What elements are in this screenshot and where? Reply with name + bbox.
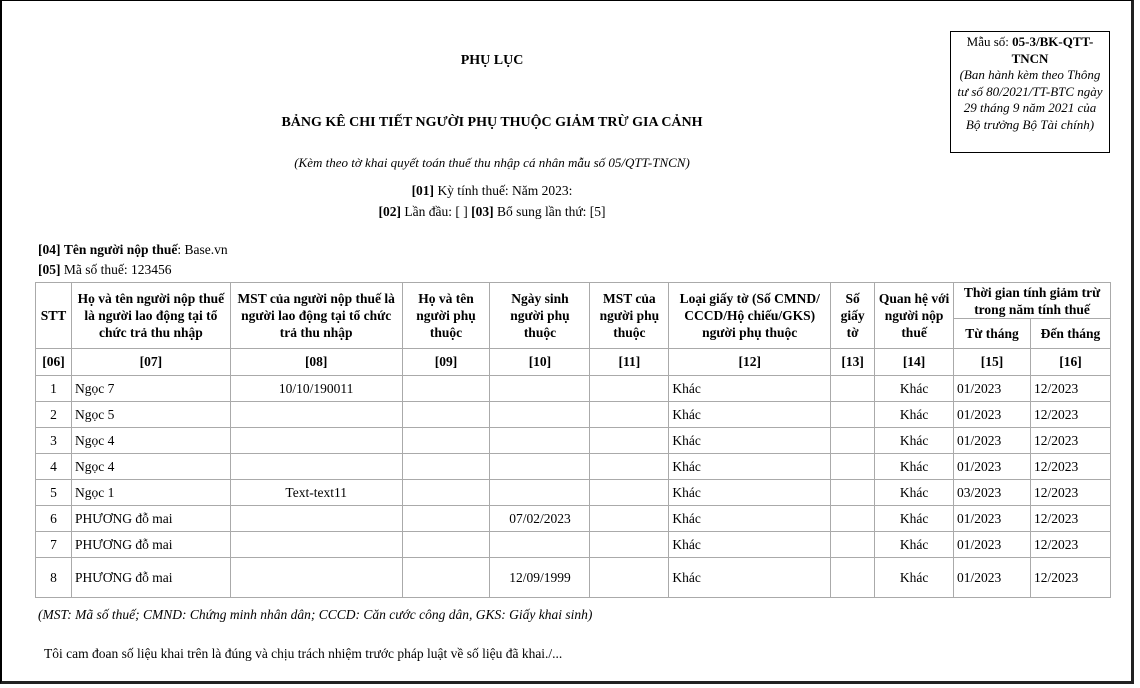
row-dependent-name	[402, 428, 490, 454]
column-code: [09]	[402, 349, 490, 376]
table-body	[36, 376, 1111, 598]
row-dob	[490, 428, 590, 454]
table-row	[36, 454, 1111, 480]
column-code: [10]	[490, 349, 590, 376]
table-row	[36, 532, 1111, 558]
row-dependent-name	[402, 376, 490, 402]
row-relationship: Khác	[875, 558, 954, 598]
row-dependent-name	[402, 402, 490, 428]
row-document-number	[831, 454, 875, 480]
column-code: [11]	[590, 349, 669, 376]
row-employee-mst	[230, 402, 402, 428]
dependents-table	[35, 282, 1111, 598]
header-deduction-period: Thời gian tính giảm trừ trong năm tính thuế	[954, 283, 1111, 319]
submission-line	[2, 204, 982, 220]
row-relationship: Khác	[875, 480, 954, 506]
row-dependent-mst	[590, 506, 669, 532]
column-code: [15]	[954, 349, 1031, 376]
row-stt: 8	[36, 558, 72, 598]
row-dob	[490, 402, 590, 428]
row-stt: 1	[36, 376, 72, 402]
row-document-number	[831, 402, 875, 428]
period-text: Kỳ tính thuế: Năm 2023:	[437, 183, 573, 198]
header-stt: STT	[36, 283, 72, 349]
form-issued-note: (Ban hành kèm theo Thông tư số 80/2021/TT-BTC ngày 29 tháng 9 năm 2021 của Bộ trưởng Bộ Tài chính)	[957, 67, 1103, 132]
row-to-month: 12/2023	[1030, 558, 1110, 598]
first-code: [02]	[378, 204, 401, 219]
row-to-month: 12/2023	[1030, 532, 1110, 558]
row-relationship: Khác	[875, 532, 954, 558]
table-header	[36, 283, 1111, 376]
row-document-type: Khác	[669, 454, 831, 480]
row-from-month: 01/2023	[954, 558, 1031, 598]
row-document-type: Khác	[669, 558, 831, 598]
row-dependent-mst	[590, 376, 669, 402]
row-stt: 3	[36, 428, 72, 454]
row-employee-mst	[230, 428, 402, 454]
column-code-row	[36, 349, 1111, 376]
row-employee-name: PHƯƠNG đỗ mai	[71, 558, 230, 598]
row-employee-name: Ngọc 1	[71, 480, 230, 506]
supplement-code: [03]	[471, 204, 494, 219]
row-from-month: 03/2023	[954, 480, 1031, 506]
row-dependent-mst	[590, 558, 669, 598]
row-document-number	[831, 428, 875, 454]
header-employee-name: Họ và tên người nộp thuế là người lao động tại tổ chức trả thu nhập	[71, 283, 230, 349]
header-document-type: Loại giấy tờ (Số CMND/ CCCD/Hộ chiếu/GKS) người phụ thuộc	[669, 283, 831, 349]
row-employee-mst	[230, 454, 402, 480]
row-to-month: 12/2023	[1030, 454, 1110, 480]
row-dependent-mst	[590, 428, 669, 454]
row-stt: 6	[36, 506, 72, 532]
row-relationship: Khác	[875, 428, 954, 454]
row-to-month: 12/2023	[1030, 402, 1110, 428]
column-code: [07]	[71, 349, 230, 376]
row-employee-mst	[230, 506, 402, 532]
appendix-heading: PHỤ LỤC	[460, 53, 524, 68]
table-row	[36, 376, 1111, 402]
header-document-number: Số giấy tờ	[831, 283, 875, 349]
row-from-month: 01/2023	[954, 506, 1031, 532]
row-dependent-mst	[590, 480, 669, 506]
table-row	[36, 402, 1111, 428]
table-row	[36, 506, 1111, 532]
row-dob	[490, 454, 590, 480]
column-code: [08]	[230, 349, 402, 376]
header-dependent-mst: MST của người phụ thuộc	[590, 283, 669, 349]
commitment-statement: Tôi cam đoan số liệu khai trên là đúng và chịu trách nhiệm trước pháp luật về số liệu đã khai./...	[44, 646, 563, 661]
column-code: [14]	[875, 349, 954, 376]
row-employee-name: Ngọc 5	[71, 402, 230, 428]
header-dob: Ngày sinh người phụ thuộc	[490, 283, 590, 349]
taxpayer-code-line: [05] Mã số thuế: 123456	[38, 262, 172, 277]
row-stt: 4	[36, 454, 72, 480]
row-document-number	[831, 480, 875, 506]
row-dependent-name	[402, 454, 490, 480]
row-employee-name: Ngọc 4	[71, 428, 230, 454]
supplement-text: Bổ sung lần thứ: [5]	[496, 204, 606, 219]
row-document-type: Khác	[669, 402, 831, 428]
row-document-type: Khác	[669, 428, 831, 454]
row-document-number	[831, 558, 875, 598]
period-code: [01]	[411, 183, 435, 198]
row-dob	[490, 376, 590, 402]
row-stt: 7	[36, 532, 72, 558]
row-document-type: Khác	[669, 532, 831, 558]
row-dependent-mst	[590, 532, 669, 558]
row-dob	[490, 480, 590, 506]
row-dob: 12/09/1999	[490, 558, 590, 598]
row-relationship: Khác	[875, 402, 954, 428]
column-code: [16]	[1030, 349, 1110, 376]
row-document-type: Khác	[669, 376, 831, 402]
row-employee-mst: 10/10/190011	[230, 376, 402, 402]
row-relationship: Khác	[875, 376, 954, 402]
row-from-month: 01/2023	[954, 532, 1031, 558]
row-dependent-name	[402, 506, 490, 532]
tax-period-line	[2, 183, 982, 199]
footnote: (MST: Mã số thuế; CMND: Chứng minh nhân dân; CCCD: Căn cước công dân, GKS: Giấy khai sinh)	[38, 607, 593, 622]
row-dob: 07/02/2023	[490, 506, 590, 532]
header-relationship: Quan hệ với người nộp thuế	[875, 283, 954, 349]
row-stt: 5	[36, 480, 72, 506]
row-employee-name: PHƯƠNG đỗ mai	[71, 532, 230, 558]
document-title: BẢNG KÊ CHI TIẾT NGƯỜI PHỤ THUỘC GIẢM TRỪ GIA CẢNH	[281, 115, 703, 130]
taxpayer-name-line: [04] Tên người nộp thuế: Base.vn	[38, 242, 228, 257]
table-row	[36, 558, 1111, 598]
row-from-month: 01/2023	[954, 454, 1031, 480]
row-dependent-name	[402, 558, 490, 598]
attachment-note: (Kèm theo tờ khai quyết toán thuế thu nhập cá nhân mẫu số 05/QTT-TNCN)	[294, 155, 690, 170]
first-text: Lần đầu: [ ]	[404, 204, 468, 219]
row-employee-name: PHƯƠNG đỗ mai	[71, 506, 230, 532]
row-document-number	[831, 532, 875, 558]
row-to-month: 12/2023	[1030, 376, 1110, 402]
row-document-type: Khác	[669, 506, 831, 532]
row-dob	[490, 532, 590, 558]
row-employee-name: Ngọc 7	[71, 376, 230, 402]
row-employee-mst	[230, 558, 402, 598]
row-from-month: 01/2023	[954, 376, 1031, 402]
header-to-month: Đến tháng	[1030, 319, 1110, 349]
row-document-number	[831, 376, 875, 402]
column-code: [12]	[669, 349, 831, 376]
column-code: [06]	[36, 349, 72, 376]
row-from-month: 01/2023	[954, 428, 1031, 454]
header-employee-mst: MST của người nộp thuế là người lao động tại tổ chức trả thu nhập	[230, 283, 402, 349]
row-employee-name: Ngọc 4	[71, 454, 230, 480]
header-from-month: Từ tháng	[954, 319, 1031, 349]
row-relationship: Khác	[875, 506, 954, 532]
column-code: [13]	[831, 349, 875, 376]
header-dependent-name: Họ và tên người phụ thuộc	[402, 283, 490, 349]
form-number-box	[950, 31, 1110, 153]
row-employee-mst: Text-text11	[230, 480, 402, 506]
row-to-month: 12/2023	[1030, 506, 1110, 532]
row-dependent-mst	[590, 454, 669, 480]
row-document-type: Khác	[669, 480, 831, 506]
row-to-month: 12/2023	[1030, 480, 1110, 506]
row-dependent-mst	[590, 402, 669, 428]
row-dependent-name	[402, 532, 490, 558]
row-employee-mst	[230, 532, 402, 558]
row-dependent-name	[402, 480, 490, 506]
table-row	[36, 428, 1111, 454]
row-stt: 2	[36, 402, 72, 428]
form-code: Mẫu số: 05-3/BK-QTT-TNCN	[966, 34, 1094, 66]
row-to-month: 12/2023	[1030, 428, 1110, 454]
row-document-number	[831, 506, 875, 532]
row-relationship: Khác	[875, 454, 954, 480]
table-row	[36, 480, 1111, 506]
row-from-month: 01/2023	[954, 402, 1031, 428]
